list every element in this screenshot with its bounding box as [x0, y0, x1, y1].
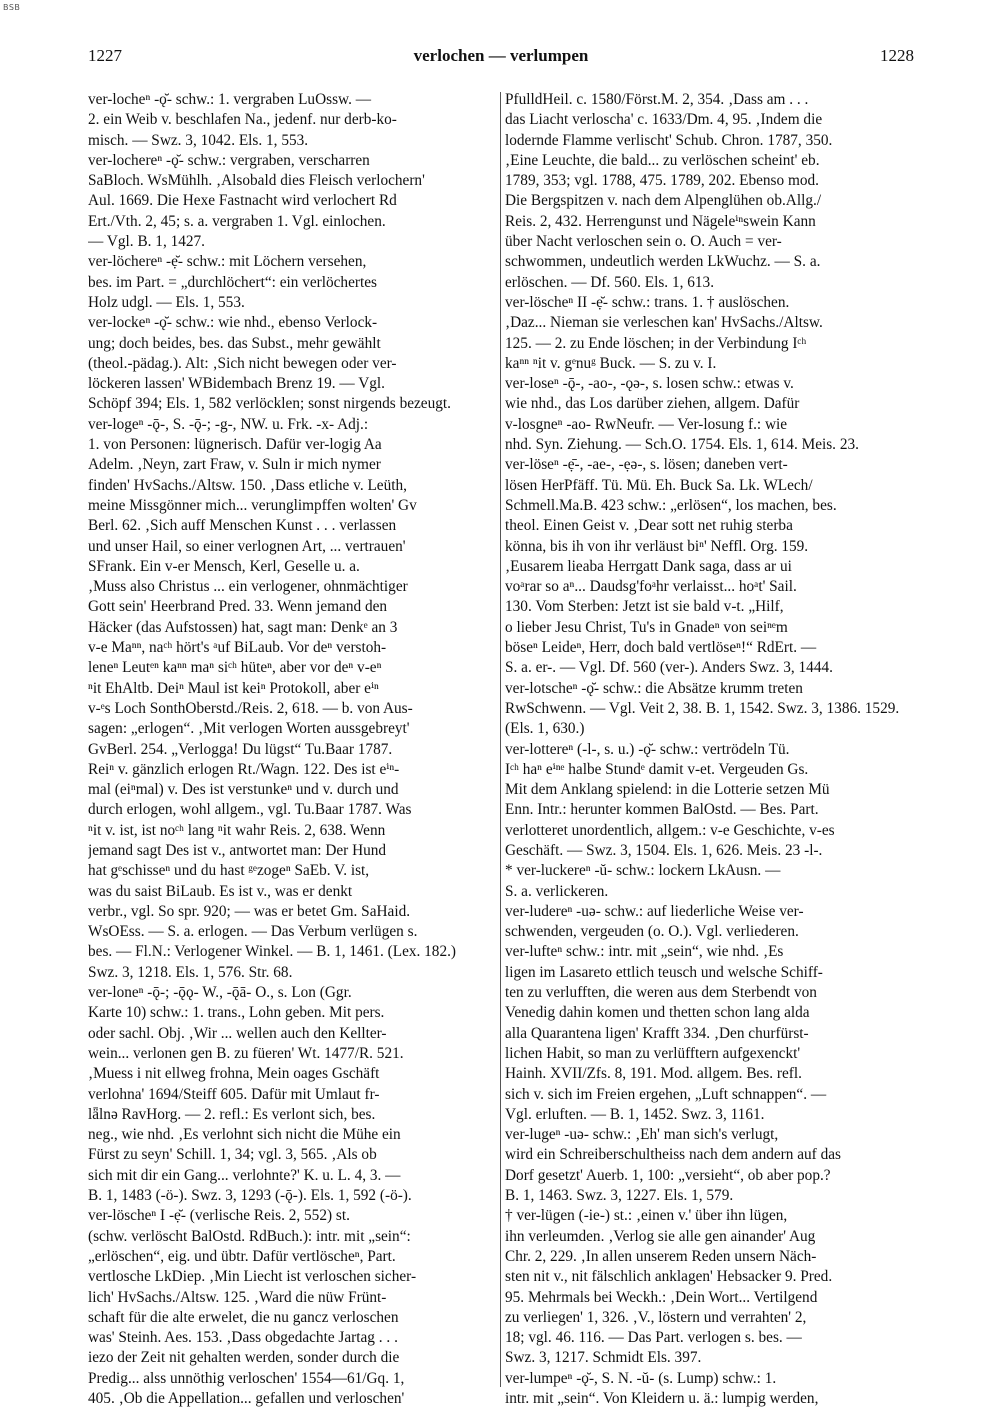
text-line: ‚Eusarem lieaba Herrgatt Dank saga, dass ar ui	[505, 557, 792, 575]
text-line: ⁿit EhAltb. Deiⁿ Maul ist keiⁿ Protokoll, aber eⁱⁿ	[88, 679, 379, 697]
text-line: ver-locherеⁿ -ǫ̆- schw.: vergraben, verscharren	[88, 151, 370, 169]
text-line: 95. Mehrmals bei Weckh.: ‚Dein Wort... Vertilgend	[505, 1288, 818, 1306]
text-line: kaⁿⁿ ⁿit v. gᵉnuᵍ Buck. — S. zu v. I.	[505, 354, 717, 372]
text-line: bes. — Fl.N.: Verlogener Winkel. — B. 1, 1461. (Lex. 182.)	[88, 943, 457, 961]
text-line: voᵃrar so aⁿ... Daudsg'foᵃhr verlaisst... hoᵃt' Sail.	[505, 578, 797, 596]
text-line: sich mit dir ein Gang... verlohnte?' K. u. L. 4, 3. —	[88, 1166, 401, 1184]
text-line: über Nacht verloschen sein o. O. Auch = ver-	[505, 233, 782, 251]
text-line: ligen im Lasareto ettlich teusch und welsche Schiff-	[505, 963, 823, 981]
text-line: ver-löscheⁿ I -ẹ̆- (verlische Reis. 2, 552) st.	[88, 1207, 350, 1225]
column-divider	[500, 92, 501, 1387]
text-line: Vgl. erluften. — B. 1, 1452. Swz. 3, 1161.	[505, 1105, 765, 1123]
text-line: ver-luderеⁿ -uə- schw.: auf liederliche Weise ver-	[505, 902, 804, 920]
text-line: ‚Daz... Nieman sie verleschen kan' HvSachs./Altsw.	[505, 314, 823, 332]
text-line: durch erlogen, wohl allgem., vgl. Tu.Baar 1787. Was	[88, 801, 412, 819]
page-number-left: 1227	[88, 46, 122, 65]
text-line: Berl. 62. ‚Sich auff Menschen Kunst . . . verlassen	[88, 517, 397, 535]
text-line: WsOEss. — S. a. erlogen. — Das Verbum verlügen s.	[88, 923, 418, 941]
text-line: alla Quarantena ligen' Krafft 334. ‚Den churfürst-	[505, 1024, 809, 1042]
text-line: o lieber Jesu Christ, Tu's in Gnadeⁿ von seiⁿᵉm	[505, 618, 788, 636]
text-line: Mit dem Anklang spielend: in die Lotterie setzen Mü	[505, 781, 830, 799]
text-line: 405. ‚Ob die Appellation... gefallen und verloschen'	[88, 1390, 405, 1407]
text-line: Reis. 2, 432. Herrengunst und Nägeleⁱⁿswein Kann	[505, 212, 816, 230]
library-stamp: BSB	[3, 3, 21, 12]
text-line: B. 1, 1483 (-ö-). Swz. 3, 1293 (-ǭ-). Els. 1, 592 (-ö-).	[88, 1187, 412, 1205]
text-line: ‚Muess i nit ellweg frohna, Mein oages Gschäft	[88, 1065, 380, 1083]
text-line: verlohna' 1694/Steiff 605. Dafür mit Umlaut fr-	[88, 1085, 380, 1103]
text-line: Reiⁿ v. gänzlich erlogen Rt./Wagn. 122. Des ist eⁱⁿ-	[88, 760, 400, 778]
text-line: hat gᵉschisseⁿ und du hast ᵍᵉzogeⁿ SaEb. V. ist,	[88, 862, 370, 880]
text-line: ver-lotscheⁿ -ǫ̆- schw.: die Absätze krumm treten	[505, 679, 803, 697]
text-line: oder sachl. Obj. ‚Wir ... wellen auch den Kellter-	[88, 1024, 387, 1042]
text-line: das Liacht verloscha' c. 1633/Dm. 4, 95. ‚Indem die	[505, 111, 823, 129]
text-line: ihn verleumden. ‚Verlog sie alle gen ainander' Aug	[505, 1227, 816, 1245]
text-line: Holz udgl. — Els. 1, 553.	[88, 293, 245, 311]
text-line: S. a. er-. — Vgl. Df. 560 (ver-). Anders Swz. 3, 1444.	[505, 659, 833, 677]
text-line: schwommen, undeutlich werden LkWuchz. — S. a.	[505, 253, 821, 271]
text-line: verlotteret unordentlich, allgem.: v-e Geschichte, v-es	[505, 821, 835, 839]
text-line: Adelm. ‚Neyn, zart Fraw, v. Suln ir mich nymer	[88, 456, 381, 474]
text-line: (schw. verlöscht BalOstd. RdBuch.): intr. mit „sein“:	[88, 1227, 411, 1245]
text-line: Aul. 1669. Die Hexe Fastnacht wird verlochert Rd	[88, 192, 397, 210]
text-line: neg., wie nhd. ‚Es verlohnt sich nicht die Mühe ein	[88, 1126, 401, 1144]
running-title: verlochen — verlumpen	[413, 46, 589, 65]
text-line: ver-loneⁿ -ǭ-; -ǭǫ- W., -ǭā- O., s. Lon (Ggr.	[88, 984, 352, 1002]
text-line: Schmell.Ma.B. 423 schw.: „erlösen“, los machen, bes.	[505, 496, 837, 514]
text-line: lich' HvSachs./Altsw. 125. ‚Ward die nüw Frünt-	[88, 1288, 387, 1306]
text-line: Geschäft. — Swz. 3, 1504. Els. 1, 626. Meis. 23 -l-.	[505, 841, 823, 859]
text-line: — Vgl. B. 1, 1427.	[88, 233, 206, 251]
text-line: v-e Maⁿⁿ, naᶜʰ hört's ᵃuf BiLaub. Vor deⁿ verstoh-	[88, 639, 387, 657]
text-line: ten zu verlufften, die weren aus dem Sterbendt von	[505, 984, 817, 1002]
text-line: Venedig dahin komen und thetten schon lang alda	[505, 1004, 810, 1022]
text-line: lösen HerPfäff. Tü. Mü. Eh. Buck Sa. Lk. WLech/	[505, 476, 813, 494]
text-line: böseⁿ Leideⁿ, Herr, doch bald vertlöseⁿ!“ RdErt. —	[505, 639, 817, 657]
text-line: ver-lumpeⁿ -ǫ̆-, S. N. -ŭ- (s. Lump) schw.: 1.	[505, 1369, 777, 1387]
page-number-right: 1228	[880, 46, 914, 65]
text-line: intr. mit „sein“. Von Kleidern u. ä.: lumpig werden,	[505, 1390, 819, 1407]
text-line: was' Steinh. Aes. 153. ‚Dass obgedachte Jartag . . .	[88, 1329, 398, 1347]
text-line: ‚Eine Leuchte, die bald... zu verlöschen scheint' eb.	[505, 151, 820, 169]
text-line: † ver-lügen (-ie-) st.: ‚einen v.' über ihn lügen,	[505, 1207, 788, 1225]
text-line: wird ein Schreiberschultheiss nach dem andern auf das	[505, 1146, 841, 1164]
text-line: und unser Hail, so einer verlognen Art, ... vertrauen'	[88, 537, 406, 555]
text-line: vertlosche LkDiep. ‚Min Liecht ist verloschen sicher-	[88, 1268, 417, 1286]
text-line: schaft für die alte erwelet, die nu gancz verloschen	[88, 1308, 399, 1326]
text-line: ung; doch beides, bes. das Subst., mehr gewählt	[88, 334, 381, 352]
text-line: S. a. verlickeren.	[505, 882, 609, 900]
text-line: ⁿit v. ist, ist noᶜʰ lang ⁿit wahr Reis. 2, 638. Wenn	[88, 821, 386, 839]
text-line: ver-löscheⁿ II -ẹ̆- schw.: trans. 1. † auslöschen.	[505, 293, 790, 311]
text-line: finden' HvSachs./Altsw. 150. ‚Dass etliche v. Leüth,	[88, 476, 407, 494]
text-line: ver-loseⁿ -ǭ-, -ao-, -ǫə-, s. losen schw.: etwas v.	[505, 375, 794, 393]
text-line: Enn. Intr.: herunter kommen BalOstd. — Bes. Part.	[505, 801, 819, 819]
text-line: wein... verlonen gen B. zu füeren' Wt. 1477/R. 521.	[88, 1044, 404, 1062]
text-line: was du saist BiLaub. Es ist v., was er denkt	[88, 882, 353, 900]
text-line: RwSchwenn. — Vgl. Veit 2, 38. B. 1, 1542. Swz. 3, 1386. 1529.	[505, 699, 900, 717]
text-line: ver-lugeⁿ -uə- schw.: ‚Eh' man sich's verlugt,	[505, 1126, 779, 1144]
text-line: „erlöschen“, eig. und übtr. Dafür vertlöscheⁿ, Part.	[88, 1247, 396, 1265]
text-line: Karte 10) schw.: 1. trans., Lohn geben. Mit pers.	[88, 1004, 385, 1022]
text-line: Die Bergspitzen v. nach dem Alpenglühen ob.Allg./	[505, 192, 822, 210]
text-line: sich v. sich im Freien ergehen, „Luft schnappen“. —	[505, 1085, 827, 1103]
text-line: 130. Vom Sterben: Jetzt ist sie bald v-t. „Hilf,	[505, 598, 784, 616]
text-line: v-ᵉs Loch SonthOberstd./Reis. 2, 618. — b. von Aus-	[88, 699, 413, 717]
text-line: Swz. 3, 1218. Els. 1, 576. Str. 68.	[88, 963, 293, 981]
text-line: 125. — 2. zu Ende löschen; in der Verbindung Iᶜʰ	[505, 334, 807, 352]
text-line: lodernde Flamme verlischt' Schub. Chron. 1787, 350.	[505, 131, 833, 149]
text-line: ver-löseⁿ -ẹ̄-, -ae-, -ẹə-, s. lösen; daneben vert-	[505, 456, 788, 474]
text-line: GvBerl. 254. „Verlogga! Du lügst“ Tu.Baar 1787.	[88, 740, 393, 758]
text-line: ver-locheⁿ -ǫ̆- schw.: 1. vergraben LuOssw. —	[88, 91, 372, 108]
text-line: nhd. Syn. Ziehung. — Sch.O. 1754. Els. 1, 614. Meis. 23.	[505, 436, 859, 454]
text-line: bes. im Part. = „durchlöchert“: ein verlöchertes	[88, 273, 377, 291]
text-line: Iᶜʰ haⁿ eⁱⁿᵉ halbe Stundᵉ damit v-et. Vergeuden Gs.	[505, 760, 809, 778]
text-line: Chr. 2, 229. ‚In allen unserem Reden unsern Näch-	[505, 1247, 817, 1265]
text-line: 1789, 353; vgl. 1788, 475. 1789, 202. Ebenso mod.	[505, 172, 820, 190]
text-line: Swz. 3, 1217. Schmidt Els. 397.	[505, 1349, 702, 1367]
text-line: meine Missgönner mich... verunglimpffen wolten' Gv	[88, 496, 417, 514]
text-line: 1. von Personen: lügnerisch. Dafür ver-logig Aa	[88, 436, 382, 454]
text-line: ver-logеⁿ -ǭ-, S. -ǭ-; -g-, NW. u. Frk. -x- Adj.:	[88, 415, 369, 433]
text-line: ver-lufteⁿ schw.: intr. mit „sein“, wie nhd. ‚Es	[505, 943, 784, 961]
text-line: löckeren lassen' WBidembach Brenz 19. — Vgl.	[88, 375, 386, 393]
text-line: Gott sein' Heerbrand Pred. 33. Wenn jemand den	[88, 598, 388, 616]
text-line: wie nhd., das Los darüber ziehen, allgem. Dafür	[505, 395, 800, 413]
left-column	[88, 90, 496, 1409]
text-line: schwenden, vergeuden (o. O.). Vgl. verliederen.	[505, 923, 799, 941]
text-line: theol. Einen Geist v. ‚Dear sott net ruhig sterba	[505, 517, 793, 535]
text-line: lichen Habit, so man zu verlüfftern aufgeхenckt'	[505, 1044, 801, 1062]
text-line: iezo der Zeit nit gehalten werden, sonder durch die	[88, 1349, 400, 1367]
text-line: Häcker (das Aufstossen) hat, sagt man: Denkᵉ an 3	[88, 618, 398, 636]
text-line: 2. ein Weib v. beschlafen Na., jedenf. nur derb-ko-	[88, 111, 397, 129]
text-line: * ver-luckerеⁿ -ŭ- schw.: lockern LkAusn. —	[505, 862, 781, 880]
text-line: Hainh. XVII/Zfs. 8, 191. Mod. allgem. Bes. refl.	[505, 1065, 802, 1083]
text-line: ‚Muss also Christus ... ein verlogener, ohnmächtiger	[88, 578, 408, 596]
text-line: mal (eiⁿmal) v. Des ist verstunkeⁿ und v. durch und	[88, 781, 399, 799]
text-line: ver-lotterеⁿ (-l-, s. u.) -ǫ̆- schw.: vertrödeln Tü.	[505, 740, 790, 758]
text-line: zu verliegen' 1, 326. ‚V., löstern und verrahten' 2,	[505, 1308, 807, 1326]
text-line: SFrank. Ein v-er Mensch, Kerl, Geselle u. a.	[88, 557, 360, 575]
text-line: Ert./Vth. 2, 45; s. a. vergraben 1. Vgl. einlochen.	[88, 212, 386, 230]
text-line: Schöpf 394; Els. 1, 582 verlöcklen; sonst nirgends bezeugt.	[88, 395, 451, 413]
text-line: 18; vgl. 46. 116. — Das Part. verlogen s. bes. —	[505, 1329, 802, 1347]
text-line: v-losgneⁿ -ao- RwNeufr. — Ver-losung f.: wie	[505, 415, 788, 433]
right-column	[505, 90, 915, 1409]
text-line: misch. — Swz. 3, 1042. Els. 1, 553.	[88, 131, 309, 149]
text-line: Fürst zu seyn' Schill. 1, 34; vgl. 3, 565. ‚Als ob	[88, 1146, 377, 1164]
text-line: erlöschen. — Df. 560. Els. 1, 613.	[505, 273, 715, 291]
text-line: leneⁿ Leutᵉⁿ kaⁿⁿ maⁿ siᶜʰ hüteⁿ, aber vor deⁿ v-eⁿ	[88, 659, 382, 677]
text-line: jemand sagt Des ist v., antwortet man: Der Hund	[88, 841, 387, 859]
text-line: Predig... alss unnöthig verloschen' 1554—61/Gq. 1,	[88, 1369, 405, 1387]
text-line: PfulldHeil. c. 1580/Först.M. 2, 354. ‚Dass am . . .	[505, 91, 809, 108]
text-line: könna, bis ih von ihr verläust biⁿ' Neffl. Org. 159.	[505, 537, 809, 555]
text-line: (Els. 1, 630.)	[505, 720, 585, 738]
text-line: sagen: „erlogen“. ‚Mit verlogen Worten aussgebreyt'	[88, 720, 410, 738]
text-line: (theol.-pädag.). Alt: ‚Sich nicht bewegen oder ver-	[88, 354, 397, 372]
text-line: ver-löcherеⁿ -ẹ̆- schw.: mit Löchern versehen,	[88, 253, 367, 271]
text-line: ver-lockеⁿ -ǫ̆- schw.: wie nhd., ebenso Verlock-	[88, 314, 378, 332]
text-line: SaBloch. WsMühlh. ‚Alsobald dies Fleisch verlochern'	[88, 172, 425, 190]
page-header	[88, 46, 914, 70]
text-line: Dorf gesetzt' Auerb. 1, 100: „versieht“, ob aber pop.?	[505, 1166, 831, 1184]
text-line: verbr., vgl. So spr. 920; — was er betet Gm. SaHaid.	[88, 902, 411, 920]
text-line: sten nit v., nit fälschlich anklagen' Hebsacker 9. Pred.	[505, 1268, 833, 1286]
text-line: B. 1, 1463. Swz. 3, 1227. Els. 1, 579.	[505, 1187, 734, 1205]
text-line: lǟlnə RavHorg. — 2. refl.: Es verlont sich, bes.	[88, 1105, 376, 1123]
